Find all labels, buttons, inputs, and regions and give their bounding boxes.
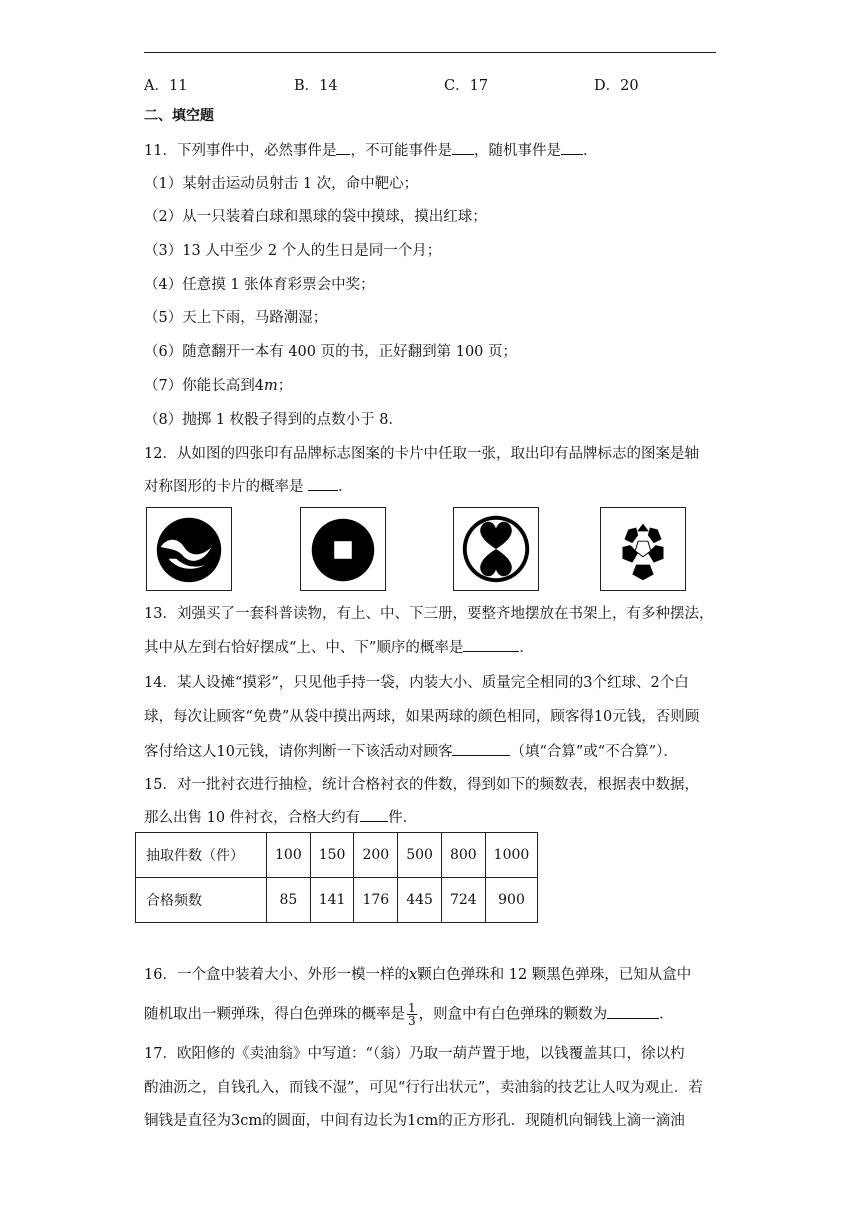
logo-card-4 — [600, 507, 686, 591]
four-petal-circle-logo — [454, 508, 538, 590]
choice-b: B．14 — [294, 78, 338, 94]
header-rule — [144, 52, 716, 53]
q11-item: （8）抛掷 1 枚骰子得到的点数小于 8． — [144, 412, 404, 428]
q17-line: 17．欧阳修的《卖油翁》中写道：“（翁）乃取一葫芦置于地，以钱覆盖其口，徐以杓 — [144, 1046, 685, 1062]
section-title: 二、填空题 — [144, 108, 214, 124]
q11-item: （1）某射击运动员射击 1 次，命中靶心； — [144, 176, 419, 192]
q14-line: 14．某人设摊“摸彩”，只见他手持一袋，内装大小、质量完全相同的3个红球、2个白 — [144, 675, 689, 691]
table-cell: 100 — [267, 833, 311, 878]
square-in-circle-logo — [301, 508, 385, 590]
logo-card-3 — [453, 507, 539, 591]
table-row — [136, 878, 538, 923]
answer-blank — [452, 741, 510, 756]
table-cell: 85 — [267, 878, 311, 923]
q11-item: （5）天上下雨，马路潮湿； — [144, 310, 328, 326]
q16-line: 16．一个盒中装着大小、外形一模一样的x颗白色弹珠和 12 颗黑色弹珠，已知从盒中 — [144, 967, 692, 983]
logo-card-2 — [300, 507, 386, 591]
answer-blank — [452, 140, 474, 155]
swirl-yin-yang-logo — [147, 508, 231, 590]
logo-card-1 — [146, 507, 232, 591]
q17-line: 酌油沥之，自钱孔入，而钱不湿”，可见“行行出状元”，卖油翁的技艺让人叹为观止．若 — [144, 1080, 703, 1096]
table-cell: 800 — [441, 833, 485, 878]
choice-a: A．11 — [144, 78, 188, 94]
q11-item: （3）13 人中至少 2 个人的生日是同一个月； — [144, 243, 442, 259]
q13-line: 其中从左到右恰好摆成“上、中、下”顺序的概率是 ． — [144, 637, 534, 658]
frequency-table — [135, 832, 538, 923]
q11-stem: 11．下列事件中，必然事件是 ，不可能事件是 ，随机事件是 ． — [144, 140, 597, 161]
q12-line: 12．从如图的四张印有品牌标志图案的卡片中任取一张，取出印有品牌标志的图案是轴 — [144, 446, 699, 462]
q11-item: （2）从一只装着白球和黑球的袋中摸球，摸出红球； — [144, 209, 487, 225]
q14-line: 客付给这人10元钱，请你判断一下该活动对顾客 （填“合算”或“不合算”）． — [144, 741, 678, 762]
q13-line: 13．刘强买了一套科普读物，有上、中、下三册，要整齐地摆放在书架上，有多种摆法， — [144, 606, 714, 622]
choice-c: C．17 — [444, 78, 489, 94]
answer-blank — [336, 140, 350, 155]
q14-line: 球，每次让顾客“免费”从袋中摸出两球，如果两球的颜色相同，顾客得10元钱，否则顾 — [144, 709, 700, 725]
q16-line: 随机取出一颗弹珠，得白色弹珠的概率是 $\frac{1}{3}$ ，则盒中有白色弹珠的颗数为 ． — [144, 1001, 674, 1028]
table-cell: 900 — [485, 878, 538, 923]
table-cell: 500 — [398, 833, 442, 878]
pentagon-star-logo — [601, 508, 685, 590]
table-row-header: 合格频数 — [136, 878, 267, 923]
answer-blank — [463, 637, 519, 652]
q11-item: （4）任意摸 1 张体育彩票会中奖； — [144, 277, 375, 293]
q12-line: 对称图形的卡片的概率是 ． — [144, 476, 353, 497]
q11-item: （7）你能长高到4m； — [144, 378, 293, 394]
table-cell: 1000 — [485, 833, 538, 878]
table-cell: 200 — [354, 833, 398, 878]
q11-item: （6）随意翻开一本有 400 页的书，正好翻到第 100 页； — [144, 344, 518, 360]
answer-blank — [607, 1004, 659, 1019]
answer-blank — [561, 140, 583, 155]
probability-fraction: $\frac{1}{3}$ — [408, 1001, 416, 1028]
table-cell: 176 — [354, 878, 398, 923]
answer-blank — [308, 476, 338, 491]
table-row — [136, 833, 538, 878]
table-cell: 141 — [310, 878, 354, 923]
table-cell: 724 — [441, 878, 485, 923]
table-row-header: 抽取件数（件） — [136, 833, 267, 878]
choice-d: D．20 — [594, 78, 639, 94]
q17-line: 铜钱是直径为3cm的圆面，中间有边长为1cm的正方形孔．现随机向铜钱上滴一滴油 — [144, 1113, 685, 1129]
table-cell: 445 — [398, 878, 442, 923]
table-cell: 150 — [310, 833, 354, 878]
q15-line: 那么出售 10 件衬衣，合格大约有 件． — [144, 807, 417, 828]
answer-blank — [360, 807, 388, 822]
q15-line: 15．对一批衬衣进行抽检，统计合格衬衣的件数，得到如下的频数表，根据表中数据， — [144, 777, 699, 793]
